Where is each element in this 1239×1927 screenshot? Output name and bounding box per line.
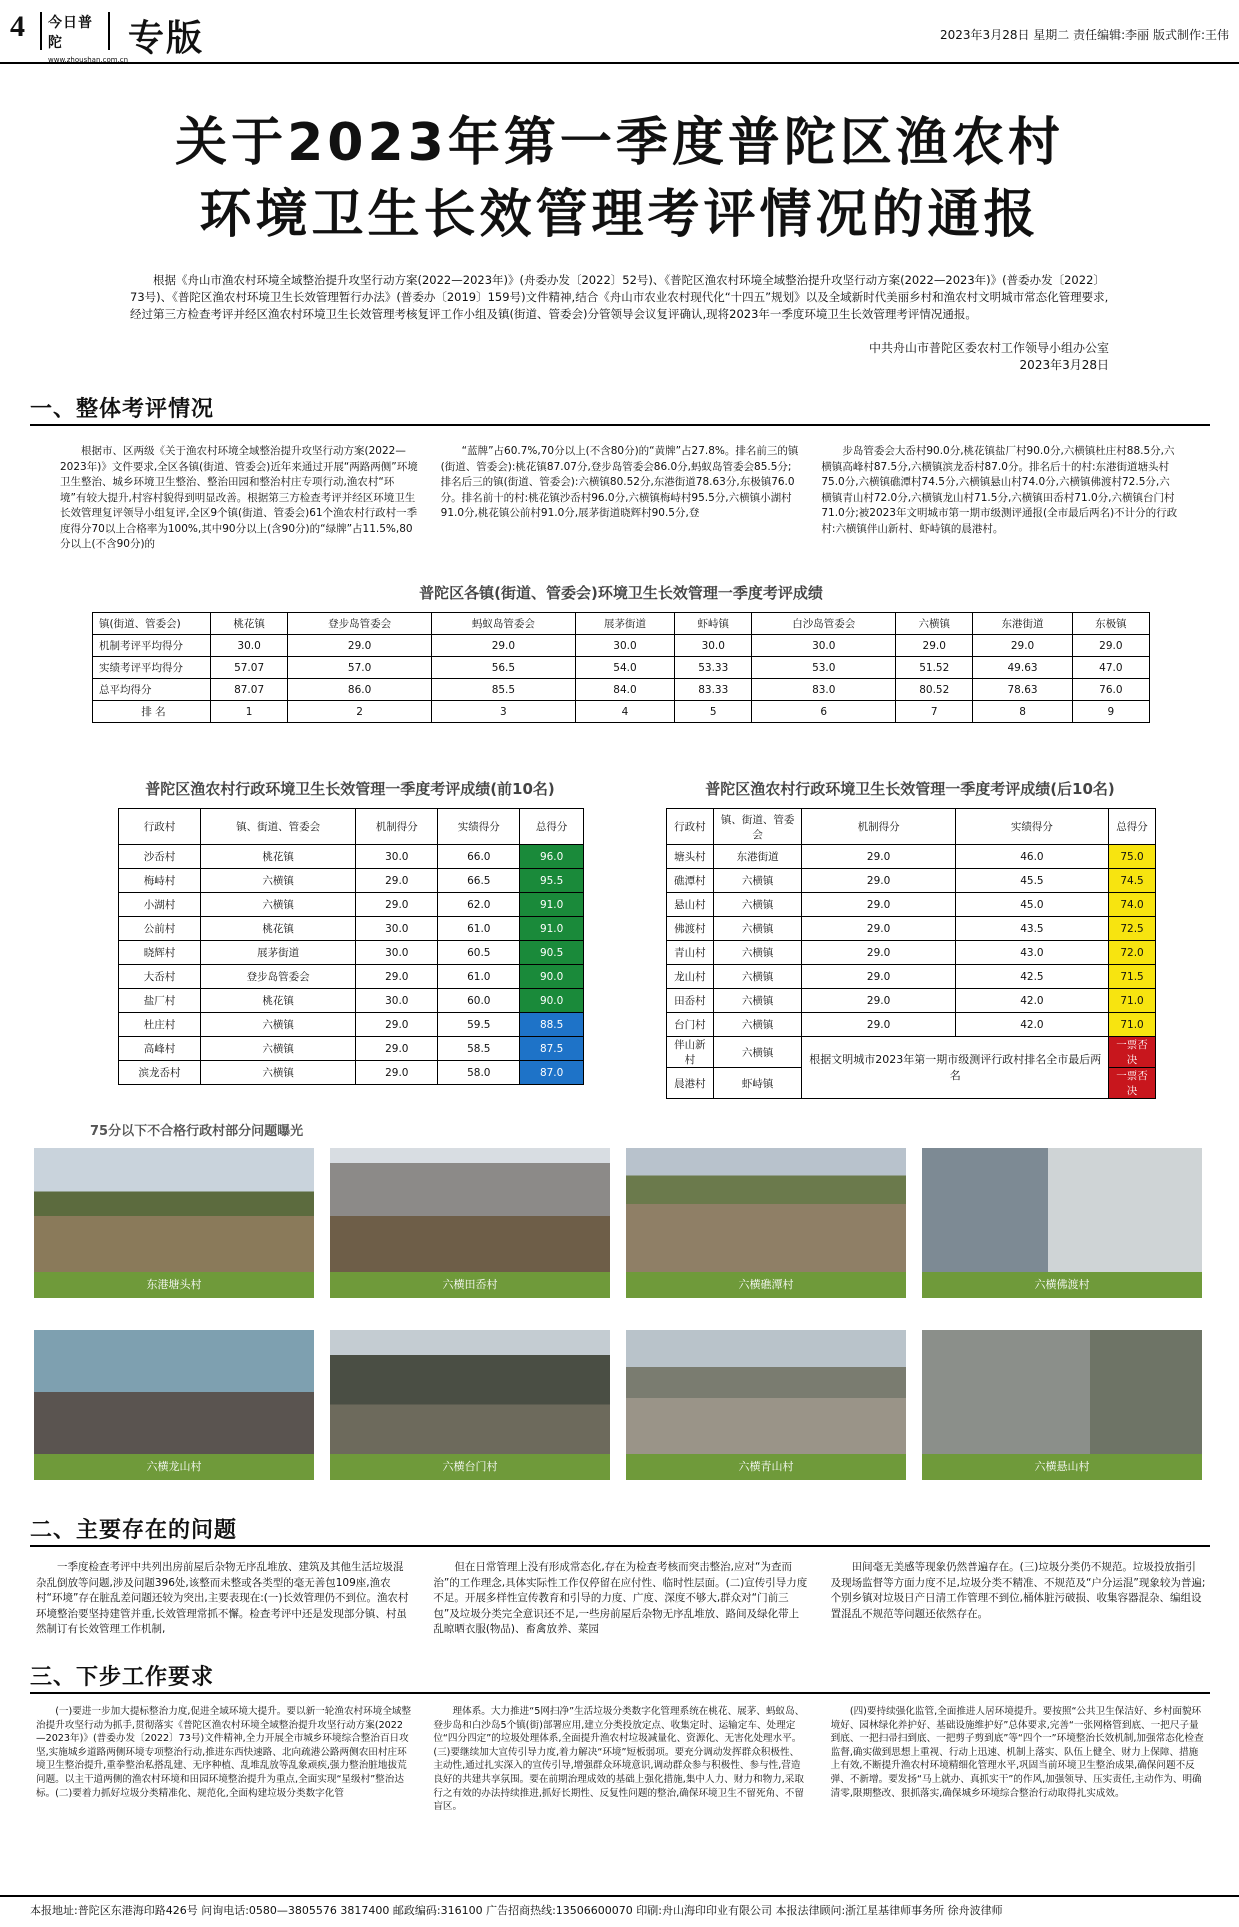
photo-section-caption: 75分以下不合格行政村部分问题曝光 (90, 1124, 304, 1139)
table-cell: 排 名 (93, 701, 211, 723)
section-3-col-3: (四)要持续强化监管,全面推进人居环境提升。要按照“公共卫生保洁好、乡村面貌环境好、园林绿化养护好、基础设施维护好”总体要求,完善“一张网格管到底、一把尺子量到底、一把扫帚扫到底、一把剪子剪到底”等“四个一”环境整治长效机制,加强常态化检查监督,确实做到思想上重视、行动上迅速、机制上落实、队伍上健全、财力上保障、措施上有效,不断提升渔农村环境精细化管理水平,巩固当前环境卫生整治成果,确保问题不反弹、不新增。要发扬“马上就办、真抓实干”的作风,加强领导、压实责任,主动作为、明确清零,限期整改、狠抓落实,确保城乡环境综合整治行动取得扎实成效。 (830, 1706, 1204, 1799)
table-row (667, 869, 1156, 893)
total-score: 91.0 (520, 893, 584, 917)
total-score: 71.5 (1109, 965, 1156, 989)
table-cell: 83.33 (675, 679, 752, 701)
mechanism-score: 29.0 (356, 893, 438, 917)
total-score: 74.5 (1109, 869, 1156, 893)
village-name: 悬山村 (667, 893, 714, 917)
mechanism-score: 29.0 (802, 845, 955, 869)
lead-paragraph: 根据《舟山市渔农村环境全域整治提升攻坚行动方案(2022—2023年)》(舟委办发〔2022〕52号)、《普陀区渔农村环境全域整治提升攻坚行动方案(2022—2023年)》(普委办发〔2022〕73号)、《普陀区渔农村环境卫生长效管理暂行办法》(普委办〔2019〕159号)文件精神,结合《舟山市农业农村现代化“十四五”规划》以及全域新时代美丽乡村和渔农村文明城市常态化管理要求,经过第三方检查考评并经区渔农村环境卫生长效管理考核复评工作小组及镇(街道、管委会)分管领导会议复评确认,现将2023年一季度环境卫生长效管理考评情况通报。 (130, 273, 1109, 321)
photo-image (34, 1148, 314, 1272)
town-name: 虾峙镇 (713, 1068, 802, 1099)
section-2-col-2: 但在日常管理上没有形成常态化,存在为检查考核而突击整治,应对“为查而治”的工作理念,具体实际性工作仅停留在应付性、临时性层面。(二)宣传引导力度不足。开展多样性宣传教育和引导的力度、广度、深度不够大,群众对“门前三包”及垃圾分类完全意识还不足,一些房前屋后杂物无序乱堆放、路间及绿化带上乱晾晒衣服(物品)、畜禽放养、菜园 (433, 1561, 808, 1635)
section-1-body (60, 444, 1180, 553)
photo-caption: 六横礁潭村 (626, 1272, 906, 1298)
table-cell: 87.07 (211, 679, 288, 701)
village-name: 伴山新村 (667, 1037, 714, 1068)
mechanism-score: 29.0 (802, 941, 955, 965)
table-cell: 54.0 (575, 657, 674, 679)
veto-status: 一票否决 (1109, 1037, 1156, 1068)
town-name: 六横镇 (713, 989, 802, 1013)
mechanism-score: 29.0 (802, 869, 955, 893)
page-number: 4 (10, 10, 25, 43)
veto-status: 一票否决 (1109, 1068, 1156, 1099)
section-3-col-2: 理体系。大力推进“5网扫净”生活垃圾分类数字化管理系统在桃花、展茅、蚂蚁岛、登步岛和白沙岛5个镇(街)部署应用,建立分类投放定点、收集定时、运输定车、处理定位“四分四定”的垃圾处理体系,全面提升渔农村垃圾减量化、资源化、无害化处理水平。(三)要继续加大宣传引导力度,着力解决“环境”短板弱项。要充分调动发挥群众积极性、主动性,通过扎实深入的宣传引导,增强群众环境意识,调动群众参与积极性、参与性,营造良好的共建共享氛围。要在前期治理成效的基础上强化措施,集中人力、财力和物力,采取行之有效的办法持续推进,抓好长期性、反复性问题的整治,确保环境卫生不留死角、不留盲区。 (433, 1706, 805, 1813)
town-name: 六横镇 (713, 1013, 802, 1037)
mechanism-score: 30.0 (356, 917, 438, 941)
table-cell: 4 (575, 701, 674, 723)
table-row (667, 845, 1156, 869)
village-name: 佛渡村 (667, 917, 714, 941)
table-cell: 51.52 (896, 657, 973, 679)
table-header-cell: 镇(街道、管委会) (93, 613, 211, 635)
town-name: 六横镇 (713, 1037, 802, 1068)
footer: 本报地址:普陀区东港海印路426号 问询电话:0580—3805576 3817400 邮政编码:316100 广告招商热线:13506600070 印刷:舟山海印印业有限公司 本报法律顾问:浙江星基律师事务所 徐舟波律师 (0, 1895, 1239, 1927)
paper-url: www.zhoushan.com.cn (48, 56, 129, 64)
table-row (119, 1061, 584, 1085)
table-header-cell: 机制得分 (802, 809, 955, 845)
table-header-cell: 实绩得分 (438, 809, 520, 845)
photo-caption: 六横龙山村 (34, 1454, 314, 1480)
table-cell: 78.63 (973, 679, 1072, 701)
table-header-row (667, 809, 1156, 845)
total-score: 71.0 (1109, 1013, 1156, 1037)
table-row (119, 893, 584, 917)
table-cell: 30.0 (752, 635, 896, 657)
table-cell: 29.0 (1072, 635, 1149, 657)
section-3-col-1: (一)要进一步加大提标整治力度,促进全域环境大提升。要以新一轮渔农村环境全域整治提升攻坚行动为抓手,贯彻落实《普陀区渔农村环境全域整治提升攻坚行动方案(2022—2023年)》(普委办发〔2022〕73号)文件精神,全力开展全市城乡环境综合整治百日攻坚,实施城乡道路两侧环境专项整治行动,推进东西快速路、北向疏港公路两侧农田村庄环境卫生整治提升,重拳整治私搭乱建、无序种植、乱堆乱放等乱象顽疾,强力整治脏地拔荒问题。以主干道两侧的渔农村环境和田园环境整治提升为重点,全面实现“星级村”整治达标。(二)要着力抓好垃圾分类精准化、规范化,全面构建垃圾分类数字化管 (36, 1706, 412, 1799)
mechanism-score: 30.0 (356, 845, 438, 869)
total-score: 87.0 (520, 1061, 584, 1085)
mechanism-score: 29.0 (802, 917, 955, 941)
photo-image (330, 1330, 610, 1454)
performance-score: 45.0 (955, 893, 1108, 917)
table-cell: 85.5 (431, 679, 575, 701)
town-name: 六横镇 (713, 869, 802, 893)
paper-logo (40, 12, 129, 64)
table-cell: 47.0 (1072, 657, 1149, 679)
table-cell: 83.0 (752, 679, 896, 701)
town-name: 登步岛管委会 (201, 965, 356, 989)
table-header-cell: 白沙岛管委会 (752, 613, 896, 635)
performance-score: 58.5 (438, 1037, 520, 1061)
section-2-col-1: 一季度检查考评中共列出房前屋后杂物无序乱堆放、建筑及其他生活垃圾混杂乱倒放等问题,涉及问题396处,该整而未整或各类型的毫无善包109座,渔农村“环境”存在脏乱差问题还较为突出,主要表现在:(一)长效管理仍不到位。渔农村环境整治要坚持建管并重,长效管理常抓不懈。检查考评中还是发现部分镇、村虽然制订有长效管理工作机制, (36, 1561, 409, 1635)
mechanism-score: 30.0 (356, 989, 438, 1013)
table-cell: 机制考评平均得分 (93, 635, 211, 657)
veto-note: 根据文明城市2023年第一期市级测评行政村排名全市最后两名 (802, 1037, 1109, 1099)
table-header-cell: 虾峙镇 (675, 613, 752, 635)
table-header-row (93, 613, 1150, 635)
total-score: 75.0 (1109, 845, 1156, 869)
table-header-cell: 东极镇 (1072, 613, 1149, 635)
table-row (667, 917, 1156, 941)
table-cell: 53.33 (675, 657, 752, 679)
table-row (119, 989, 584, 1013)
village-name: 大岙村 (119, 965, 201, 989)
table-cell: 80.52 (896, 679, 973, 701)
table-header-cell: 行政村 (119, 809, 201, 845)
total-score: 90.0 (520, 965, 584, 989)
photo (34, 1148, 314, 1298)
headline-line-2: 环境卫生长效管理考评情况的通报 (199, 185, 1040, 245)
photo (330, 1330, 610, 1480)
performance-score: 43.0 (955, 941, 1108, 965)
table-cell: 30.0 (211, 635, 288, 657)
table-row (667, 1013, 1156, 1037)
performance-score: 42.0 (955, 989, 1108, 1013)
table-row (119, 845, 584, 869)
total-score: 74.0 (1109, 893, 1156, 917)
village-name: 盐厂村 (119, 989, 201, 1013)
photo (922, 1148, 1202, 1298)
table-header-cell: 登步岛管委会 (288, 613, 432, 635)
section-2-body (36, 1560, 1206, 1638)
town-score-table (92, 612, 1150, 723)
village-name: 晓辉村 (119, 941, 201, 965)
table-row (93, 657, 1150, 679)
table-row (119, 941, 584, 965)
total-score: 91.0 (520, 917, 584, 941)
town-name: 东港街道 (713, 845, 802, 869)
total-score: 95.5 (520, 869, 584, 893)
town-name: 六横镇 (201, 893, 356, 917)
table-row (667, 989, 1156, 1013)
table-cell: 84.0 (575, 679, 674, 701)
table-row (667, 941, 1156, 965)
total-score: 90.0 (520, 989, 584, 1013)
section-1-col-3: 步岛管委会大岙村90.0分,桃花镇盐厂村90.0分,六横镇杜庄村88.5分,六横镇高峰村87.5分,六横镇滨龙岙村87.0分。排名后十的村:东港街道塘头村75.0分,六横镇礁潭村74.5分,六横镇悬山村74.0分,六横镇佛渡村72.5分,六横镇青山村72.0分,六横镇龙山村71.5分,六横镇田岙村71.0分,六横镇台门村71.0分;被2023年文明城市第一期市级测评通报(全市最后两名)不计分的行政村:六横镇伴山新村、虾峙镇的晨港村。 (821, 445, 1178, 535)
table-cell: 30.0 (675, 635, 752, 657)
photo-image (626, 1330, 906, 1454)
performance-score: 66.0 (438, 845, 520, 869)
masthead (0, 0, 1239, 64)
table-header-cell: 总得分 (1109, 809, 1156, 845)
town-name: 六横镇 (201, 1061, 356, 1085)
town-name: 六横镇 (713, 941, 802, 965)
table-cell: 2 (288, 701, 432, 723)
town-name: 六横镇 (713, 965, 802, 989)
total-score: 88.5 (520, 1013, 584, 1037)
photo (626, 1330, 906, 1480)
dateline: 2023年3月28日 星期二 责任编辑:李丽 版式制作:王伟 (940, 28, 1229, 42)
table-cell: 49.63 (973, 657, 1072, 679)
table-cell: 3 (431, 701, 575, 723)
mechanism-score: 29.0 (356, 965, 438, 989)
village-name: 塘头村 (667, 845, 714, 869)
table-header-row (119, 809, 584, 845)
table-cell: 29.0 (288, 635, 432, 657)
town-name: 六横镇 (201, 869, 356, 893)
village-name: 青山村 (667, 941, 714, 965)
mechanism-score: 29.0 (356, 869, 438, 893)
section-2-title: 二、主要存在的问题 (30, 1513, 237, 1544)
photo (626, 1148, 906, 1298)
table-header-cell: 东港街道 (973, 613, 1072, 635)
performance-score: 62.0 (438, 893, 520, 917)
table-row (119, 917, 584, 941)
photo-image (922, 1148, 1202, 1272)
top10-table (118, 808, 584, 1085)
table-cell: 总平均得分 (93, 679, 211, 701)
mechanism-score: 29.0 (802, 1013, 955, 1037)
village-name: 田岙村 (667, 989, 714, 1013)
village-name: 小湖村 (119, 893, 201, 917)
performance-score: 59.5 (438, 1013, 520, 1037)
mechanism-score: 29.0 (802, 965, 955, 989)
village-name: 梅峙村 (119, 869, 201, 893)
table-row (667, 965, 1156, 989)
table-header-cell: 实绩得分 (955, 809, 1108, 845)
town-name: 桃花镇 (201, 989, 356, 1013)
table-cell: 53.0 (752, 657, 896, 679)
table-header-cell: 蚂蚁岛管委会 (431, 613, 575, 635)
table-cell: 57.0 (288, 657, 432, 679)
mechanism-score: 29.0 (802, 893, 955, 917)
table-cell: 5 (675, 701, 752, 723)
performance-score: 66.5 (438, 869, 520, 893)
table-header-cell: 机制得分 (356, 809, 438, 845)
table-1-title: 普陀区各镇(街道、管委会)环境卫生长效管理一季度考评成绩 (419, 584, 823, 602)
photo-image (626, 1148, 906, 1272)
performance-score: 61.0 (438, 917, 520, 941)
performance-score: 42.5 (955, 965, 1108, 989)
performance-score: 58.0 (438, 1061, 520, 1085)
photo-caption: 东港塘头村 (34, 1272, 314, 1298)
table-row (119, 869, 584, 893)
photo-caption: 六横台门村 (330, 1454, 610, 1480)
photo (34, 1330, 314, 1480)
town-name: 桃花镇 (201, 845, 356, 869)
village-name: 龙山村 (667, 965, 714, 989)
mechanism-score: 29.0 (356, 1013, 438, 1037)
town-name: 六横镇 (201, 1037, 356, 1061)
town-name: 六横镇 (201, 1013, 356, 1037)
section-2-col-3: 田间毫无美感等现象仍然普遍存在。(三)垃圾分类仍不规范。垃圾投放指引及现场监督等方面力度不足,垃圾分类不精准、不规范及“户分运混”现象较为普遍;个别乡镇对垃圾日产日清工作管理不到位,桶体脏污破损、收集容器混杂、编组设置混乱不规范等问题还依然存在。 (830, 1561, 1206, 1620)
table-cell: 76.0 (1072, 679, 1149, 701)
section-1-col-1: 根据市、区两级《关于渔农村环境全域整治提升攻坚行动方案(2022—2023年)》文件要求,全区各镇(街道、管委会)近年来通过开展“两路两侧”环境卫生整治、城乡环境卫生整治、整治田园和整治村庄专项行动,渔农村“环境”有较大提升,村容村貌得到明显改善。根据第三方检查考评并经区环境卫生长效管理复评领导小组复评,全区9个镇(街道、管委会)61个渔农村行政村一季度得分70以上合格率为100%,其中90分以上(含90分)的“绿牌”占11.5%,80分以上(不含90分)的 (60, 445, 418, 550)
table-cell: 29.0 (896, 635, 973, 657)
table-cell: 86.0 (288, 679, 432, 701)
signature-org: 中共舟山市普陀区委农村工作领导小组办公室 (868, 341, 1109, 355)
photo-image (922, 1330, 1202, 1454)
table-cell: 实绩考评平均得分 (93, 657, 211, 679)
paper-name: 今日普陀 (48, 15, 93, 51)
section-3-title: 三、下步工作要求 (30, 1660, 214, 1691)
photo-caption: 六横悬山村 (922, 1454, 1202, 1480)
performance-score: 42.0 (955, 1013, 1108, 1037)
table-header-cell: 桃花镇 (211, 613, 288, 635)
town-name: 六横镇 (713, 893, 802, 917)
table-row (119, 1037, 584, 1061)
table-header-cell: 总得分 (520, 809, 584, 845)
performance-score: 60.0 (438, 989, 520, 1013)
table-header-cell: 六横镇 (896, 613, 973, 635)
total-score: 72.0 (1109, 941, 1156, 965)
table-2-title: 普陀区渔农村行政环境卫生长效管理一季度考评成绩(前10名) (145, 780, 555, 798)
table-header-cell: 展茅街道 (575, 613, 674, 635)
village-name: 礁潭村 (667, 869, 714, 893)
total-score: 96.0 (520, 845, 584, 869)
performance-score: 60.5 (438, 941, 520, 965)
performance-score: 43.5 (955, 917, 1108, 941)
town-name: 桃花镇 (201, 917, 356, 941)
performance-score: 46.0 (955, 845, 1108, 869)
village-name: 滨龙岙村 (119, 1061, 201, 1085)
table-row (93, 635, 1150, 657)
total-score: 90.5 (520, 941, 584, 965)
village-name: 高峰村 (119, 1037, 201, 1061)
mechanism-score: 29.0 (802, 989, 955, 1013)
table-row (119, 1013, 584, 1037)
table-row (119, 965, 584, 989)
section-1-col-2: “蓝牌”占60.7%,70分以上(不含80分)的“黄牌”占27.8%。排名前三的镇(街道、管委会):桃花镇87.07分,登步岛管委会86.0分,蚂蚁岛管委会85.5分;排名后三的镇(街道、管委会):六横镇80.52分,东港街道78.63分,东极镇76.0分。排名前十的村:桃花镇沙岙村96.0分,六横镇梅峙村95.5分,六横镇小湖村91.0分,桃花镇公前村91.0分,展茅街道晓辉村90.5分,登 (440, 445, 799, 519)
section-1-title: 一、整体考评情况 (30, 392, 214, 423)
table-cell: 56.5 (431, 657, 575, 679)
village-name: 杜庄村 (119, 1013, 201, 1037)
performance-score: 45.5 (955, 869, 1108, 893)
table-3-title: 普陀区渔农村行政环境卫生长效管理一季度考评成绩(后10名) (705, 780, 1115, 798)
table-row (93, 679, 1150, 701)
table-cell: 8 (973, 701, 1072, 723)
village-name: 公前村 (119, 917, 201, 941)
table-cell: 30.0 (575, 635, 674, 657)
village-name: 台门村 (667, 1013, 714, 1037)
table-cell: 6 (752, 701, 896, 723)
total-score: 71.0 (1109, 989, 1156, 1013)
table-header-cell: 镇、街道、管委会 (713, 809, 802, 845)
signature (869, 340, 1109, 374)
signature-date: 2023年3月28日 (1019, 358, 1109, 372)
photo-image (34, 1330, 314, 1454)
mechanism-score: 29.0 (356, 1061, 438, 1085)
table-row (667, 1037, 1156, 1068)
photo-caption: 六横田岙村 (330, 1272, 610, 1298)
mechanism-score: 29.0 (356, 1037, 438, 1061)
photo-image (330, 1148, 610, 1272)
photo (330, 1148, 610, 1298)
table-cell: 29.0 (973, 635, 1072, 657)
photo (922, 1330, 1202, 1480)
town-name: 六横镇 (713, 917, 802, 941)
village-name: 晨港村 (667, 1068, 714, 1099)
table-header-cell: 镇、街道、管委会 (201, 809, 356, 845)
total-score: 87.5 (520, 1037, 584, 1061)
table-cell: 57.07 (211, 657, 288, 679)
table-cell: 29.0 (431, 635, 575, 657)
table-row (93, 701, 1150, 723)
section-3-body (36, 1705, 1206, 1814)
total-score: 72.5 (1109, 917, 1156, 941)
table-header-cell: 行政村 (667, 809, 714, 845)
photo-caption: 六横佛渡村 (922, 1272, 1202, 1298)
town-name: 展茅街道 (201, 941, 356, 965)
table-cell: 9 (1072, 701, 1149, 723)
mechanism-score: 30.0 (356, 941, 438, 965)
bottom10-table (666, 808, 1156, 1099)
table-row (667, 893, 1156, 917)
village-name: 沙岙村 (119, 845, 201, 869)
performance-score: 61.0 (438, 965, 520, 989)
photo-caption: 六横青山村 (626, 1454, 906, 1480)
table-cell: 7 (896, 701, 973, 723)
headline-line-1: 关于2023年第一季度普陀区渔农村 (175, 113, 1064, 173)
table-cell: 1 (211, 701, 288, 723)
section-name: 专版 (128, 18, 205, 59)
